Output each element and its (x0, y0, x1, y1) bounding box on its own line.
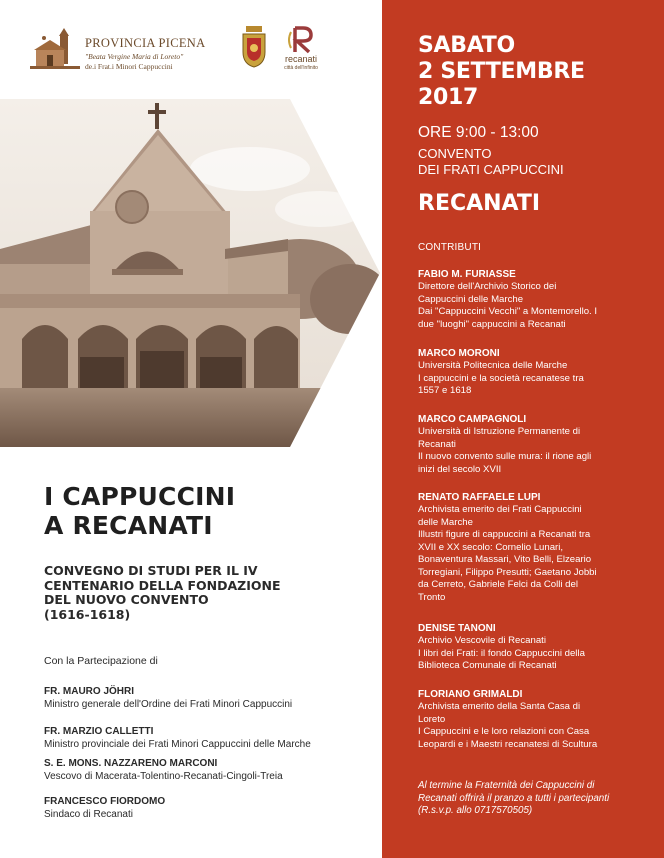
date-line: 2017 (418, 85, 479, 110)
speaker-name: MARCO MORONI (418, 348, 500, 359)
speaker-name: FABIO M. FURIASSE (418, 269, 516, 280)
subtitle-line: (1616-1618) (44, 606, 131, 622)
recanati-r-icon (281, 24, 321, 54)
speaker-line: Tronto (418, 591, 446, 603)
speaker-line: Dai "Cappuccini Vecchi" a Montemorello. I (418, 306, 598, 317)
venue-line: DEI FRATI CAPPUCCINI (418, 162, 564, 177)
speaker-item (418, 413, 654, 476)
guest-name: FR. MAURO JÖHRI (44, 686, 134, 697)
speaker-line: da Cerreto, Gabriele Felci da Colli del (418, 579, 578, 590)
guest-item (44, 757, 283, 783)
guest-role: Sindaco di Recanati (44, 809, 133, 820)
speaker-item (418, 491, 654, 604)
event-subtitle (44, 564, 281, 622)
guest-name: FRANCESCO FIORDOMO (44, 796, 166, 807)
speaker-line: XVII e XX secolo: Cornelio Lunari, (418, 541, 564, 553)
speaker-item (418, 347, 654, 398)
city-logo-name: recanati (284, 54, 318, 64)
speaker-line: Il nuovo convento sulle mura: il rione agli (418, 451, 592, 462)
guest-item (44, 685, 292, 711)
speaker-line: Loreto (418, 713, 446, 725)
speaker-line: due "luoghi" cappuccini a Recanati (418, 318, 566, 330)
date-line: 2 SETTEMBRE (418, 59, 585, 84)
speaker-line: Torregiani, Filippo Presutti; Gaetano Jobbi (418, 566, 597, 578)
speaker-name: MARCO CAMPAGNOLI (418, 414, 527, 425)
speaker-line: Cappuccini delle Marche (418, 293, 524, 305)
speaker-line: Illustri figure di cappuccini a Recanati tra (418, 529, 591, 540)
event-venue (418, 146, 564, 178)
closing-line: (R.s.v.p. allo 0717570505) (418, 805, 533, 816)
speaker-name: FLORIANO GRIMALDI (418, 689, 523, 700)
guest-role: Ministro generale dell'Ordine dei Frati Minori Cappuccini (44, 699, 293, 710)
provincia-subtitle: "Beata Vergine Maria di Loreto" (85, 52, 184, 61)
speaker-line: Archivista emerito della Santa Casa di (418, 701, 581, 712)
speaker-item (418, 268, 654, 331)
speaker-line: I libri dei Frati: il fondo Cappuccini della (418, 647, 585, 659)
speaker-line: 1557 e 1618 (418, 385, 472, 396)
speaker-line: Leopardi e i Maestri recanatesi di Scultura (418, 738, 598, 750)
provincia-name: PROVINCIA PICENA (85, 36, 206, 50)
event-city: RECANATI (418, 191, 541, 216)
event-time: ORE 9:00 - 13:00 (418, 124, 539, 141)
city-logo-tagline: città dell'infinito (284, 65, 318, 71)
recanati-crest-icon (241, 26, 267, 68)
speaker-line: inizi del secolo XVII (418, 463, 502, 475)
speaker-line: Biblioteca Comunale di Recanati (418, 660, 557, 671)
speaker-line: I Cappuccini e le loro relazioni con Casa (418, 726, 590, 737)
speaker-item (418, 622, 654, 673)
guest-role: Vescovo di Macerata-Tolentino-Recanati-Cingoli-Treia (44, 771, 283, 782)
guest-name: S. E. MONS. NAZZARENO MARCONI (44, 758, 218, 769)
convent-photo (0, 99, 382, 447)
provincia-picena-logo (30, 28, 206, 74)
closing-line: Al termine la Fraternità dei Cappuccini di (418, 780, 595, 791)
venue-line: CONVENTO (418, 146, 492, 161)
title-line: A RECANATI (44, 511, 213, 540)
participation-label: Con la Partecipazione di (44, 655, 158, 667)
speaker-line: Recanati (418, 438, 456, 450)
title-line: I CAPPUCCINI (44, 482, 236, 511)
speaker-name: RENATO RAFFAELE LUPI (418, 492, 541, 503)
subtitle-line: CONVEGNO DI STUDI PER IL IV (44, 563, 258, 578)
event-date (418, 33, 585, 111)
date-line: SABATO (418, 33, 515, 58)
speaker-item (418, 688, 654, 751)
subtitle-line: CENTENARIO DELLA FONDAZIONE (44, 577, 281, 593)
guest-role: Ministro provinciale dei Frati Minori Cappuccini delle Marche (44, 739, 311, 750)
speaker-line: I cappuccini e la società recanatese tra (418, 372, 584, 384)
subtitle-line: DEL NUOVO CONVENTO (44, 592, 209, 607)
provincia-order: de.i Frat.i Minori Cappuccini (85, 62, 173, 71)
speaker-line: delle Marche (418, 516, 473, 528)
guest-item (44, 795, 165, 821)
speaker-line: Università Politecnica delle Marche (418, 360, 568, 371)
guest-name: FR. MARZIO CALLETTI (44, 726, 154, 737)
speaker-line: Archivista emerito dei Frati Cappuccini (418, 504, 582, 515)
church-logo-icon (30, 28, 80, 72)
closing-line: Recanati offrirà il pranzo a tutti i partecipanti (418, 792, 610, 804)
event-title (44, 482, 235, 540)
closing-note (418, 780, 609, 818)
contributions-heading: CONTRIBUTI (418, 242, 482, 253)
speaker-line: Direttore dell'Archivio Storico dei (418, 281, 557, 292)
speaker-name: DENISE TANONI (418, 623, 496, 634)
speaker-line: Università di Istruzione Permanente di (418, 426, 581, 437)
speaker-line: Archivio Vescovile di Recanati (418, 635, 546, 646)
recanati-city-logo (281, 24, 321, 72)
guest-item (44, 725, 311, 751)
speaker-line: Bonaventura Massari, Vito Belli, Elzeario (418, 554, 592, 565)
